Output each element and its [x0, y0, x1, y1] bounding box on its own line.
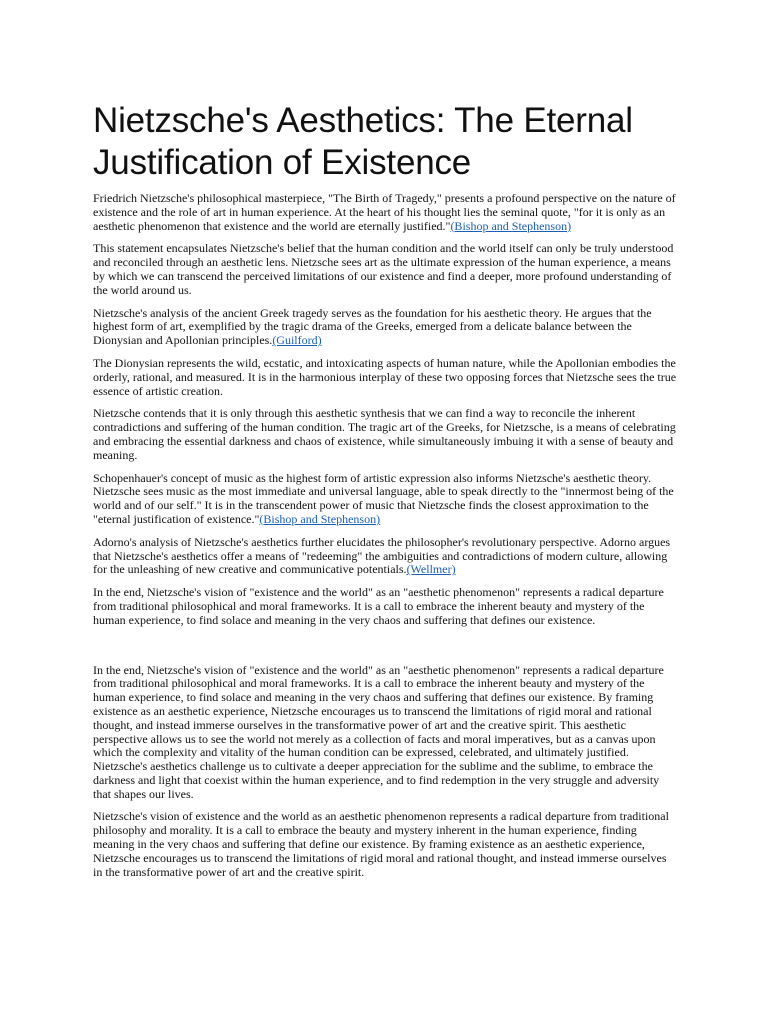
citation-link[interactable]: (Wellmer)	[406, 562, 456, 577]
paragraph	[93, 307, 677, 348]
paragraph	[93, 586, 677, 627]
paragraph-text: Adorno's analysis of Nietzsche's aesthetics further elucidates the philosopher's revolutionary perspective. Adorno argues that Nietzsche's aesthetics offer a means of "redeeming" the ambiguities and contradictions of modern culture, allowing for the unleashing of new creative and communicative potentials.	[93, 534, 671, 577]
paragraph	[93, 536, 677, 577]
paragraph	[93, 472, 677, 527]
paragraph	[93, 810, 677, 879]
paragraph	[93, 664, 677, 802]
paragraph	[93, 357, 677, 398]
paragraph-text: Schopenhauer's concept of music as the highest form of artistic expression also informs Nietzsche's aesthetic theory. Nietzsche sees music as the most immediate and universal language, able to speak directly to the "innermost being of the world and of our self." It is in the transcendent power of music that Nietzsche finds the closest approximation to the "eternal justification of existence."	[93, 470, 674, 526]
paragraph-text: This statement encapsulates Nietzsche's belief that the human condition and the world itself can only be truly understood and reconciled through an aesthetic lens. Nietzsche sees art as the ultimate expression of the human experience, a means by which we can transcend the perceived limitations of our existence and find a deeper, more profound understanding of the world around us.	[93, 241, 674, 297]
paragraph-text: In the end, Nietzsche's vision of "existence and the world" as an "aesthetic phenomenon" represents a radical departure from traditional philosophical and moral frameworks. It is a call to embrace the inherent beauty and mystery of the human experience, to find solace and meaning in the very chaos and suffering that defines our existence. By framing existence as an aesthetic experience, Nietzsche encourages us to transcend the limitations of rigid moral and rational thought, and instead immerse ourselves in the transformative power of art and the creative spirit. This aesthetic perspective allows us to see the world not merely as a collection of facts and moral imperatives, but as a canvas upon which the complexity and vitality of the human condition can be expressed, celebrated, and ultimately justified. Nietzsche's aesthetics challenge us to cultivate a deeper appreciation for the sublime and the sublime, to embrace the darkness and light that coexist within the human experience, and to find redemption in the very struggle and adversity that shapes our lives.	[93, 662, 664, 801]
document-page	[93, 100, 677, 888]
paragraph	[93, 407, 677, 462]
document-title: Nietzsche's Aesthetics: The Eternal Justification of Existence	[93, 101, 633, 182]
paragraph-text: In the end, Nietzsche's vision of "existence and the world" as an "aesthetic phenomenon" represents a radical departure from traditional philosophical and moral frameworks. It is a call to embrace the inherent beauty and mystery of the human experience, to find solace and meaning in the very chaos and suffering that defines our existence.	[93, 585, 664, 627]
citation-link[interactable]: (Guilford)	[272, 333, 322, 348]
citation-link[interactable]: (Bishop and Stephenson)	[259, 511, 381, 526]
paragraph	[93, 192, 677, 233]
paragraph-text: Nietzsche's analysis of the ancient Greek tragedy serves as the foundation for his aesthetic theory. He argues that the highest form of art, exemplified by the tragic drama of the Greeks, emerged from a delicate balance between the Dionysian and Apollonian principles.	[93, 305, 652, 348]
paragraph-text: Friedrich Nietzsche's philosophical masterpiece, "The Birth of Tragedy," presents a profound perspective on the nature of existence and the role of art in human experience. At the heart of his thought lies the seminal quote, "for it is only as an aesthetic phenomenon that existence and the world are eternally justified."	[93, 191, 676, 233]
paragraph-text: The Dionysian represents the wild, ecstatic, and intoxicating aspects of human nature, while the Apollonian embodies the orderly, rational, and measured. It is in the harmonious interplay of these two opposing forces that Nietzsche sees the true essence of artistic creation.	[93, 355, 677, 398]
paragraph-text: Nietzsche contends that it is only through this aesthetic synthesis that we can find a way to reconcile the inherent contradictions and suffering of the human condition. The tragic art of the Greeks, for Nietzsche, is a means of celebrating and embracing the essential darkness and chaos of existence, while simultaneously imbuing it with a sense of beauty and meaning.	[93, 406, 676, 462]
paragraph-text: Nietzsche's vision of existence and the world as an aesthetic phenomenon represents a radical departure from traditional philosophy and morality. It is a call to embrace the beauty and mystery inherent in the human experience, finding meaning in the very chaos and suffering that define our existence. By framing existence as an aesthetic experience, Nietzsche encourages us to transcend the limitations of rigid moral and rational thought, and instead immerse ourselves in the transformative power of art and the creative spirit.	[93, 809, 669, 879]
paragraph	[93, 242, 677, 297]
citation-link[interactable]: (Bishop and Stephenson)	[450, 218, 572, 233]
